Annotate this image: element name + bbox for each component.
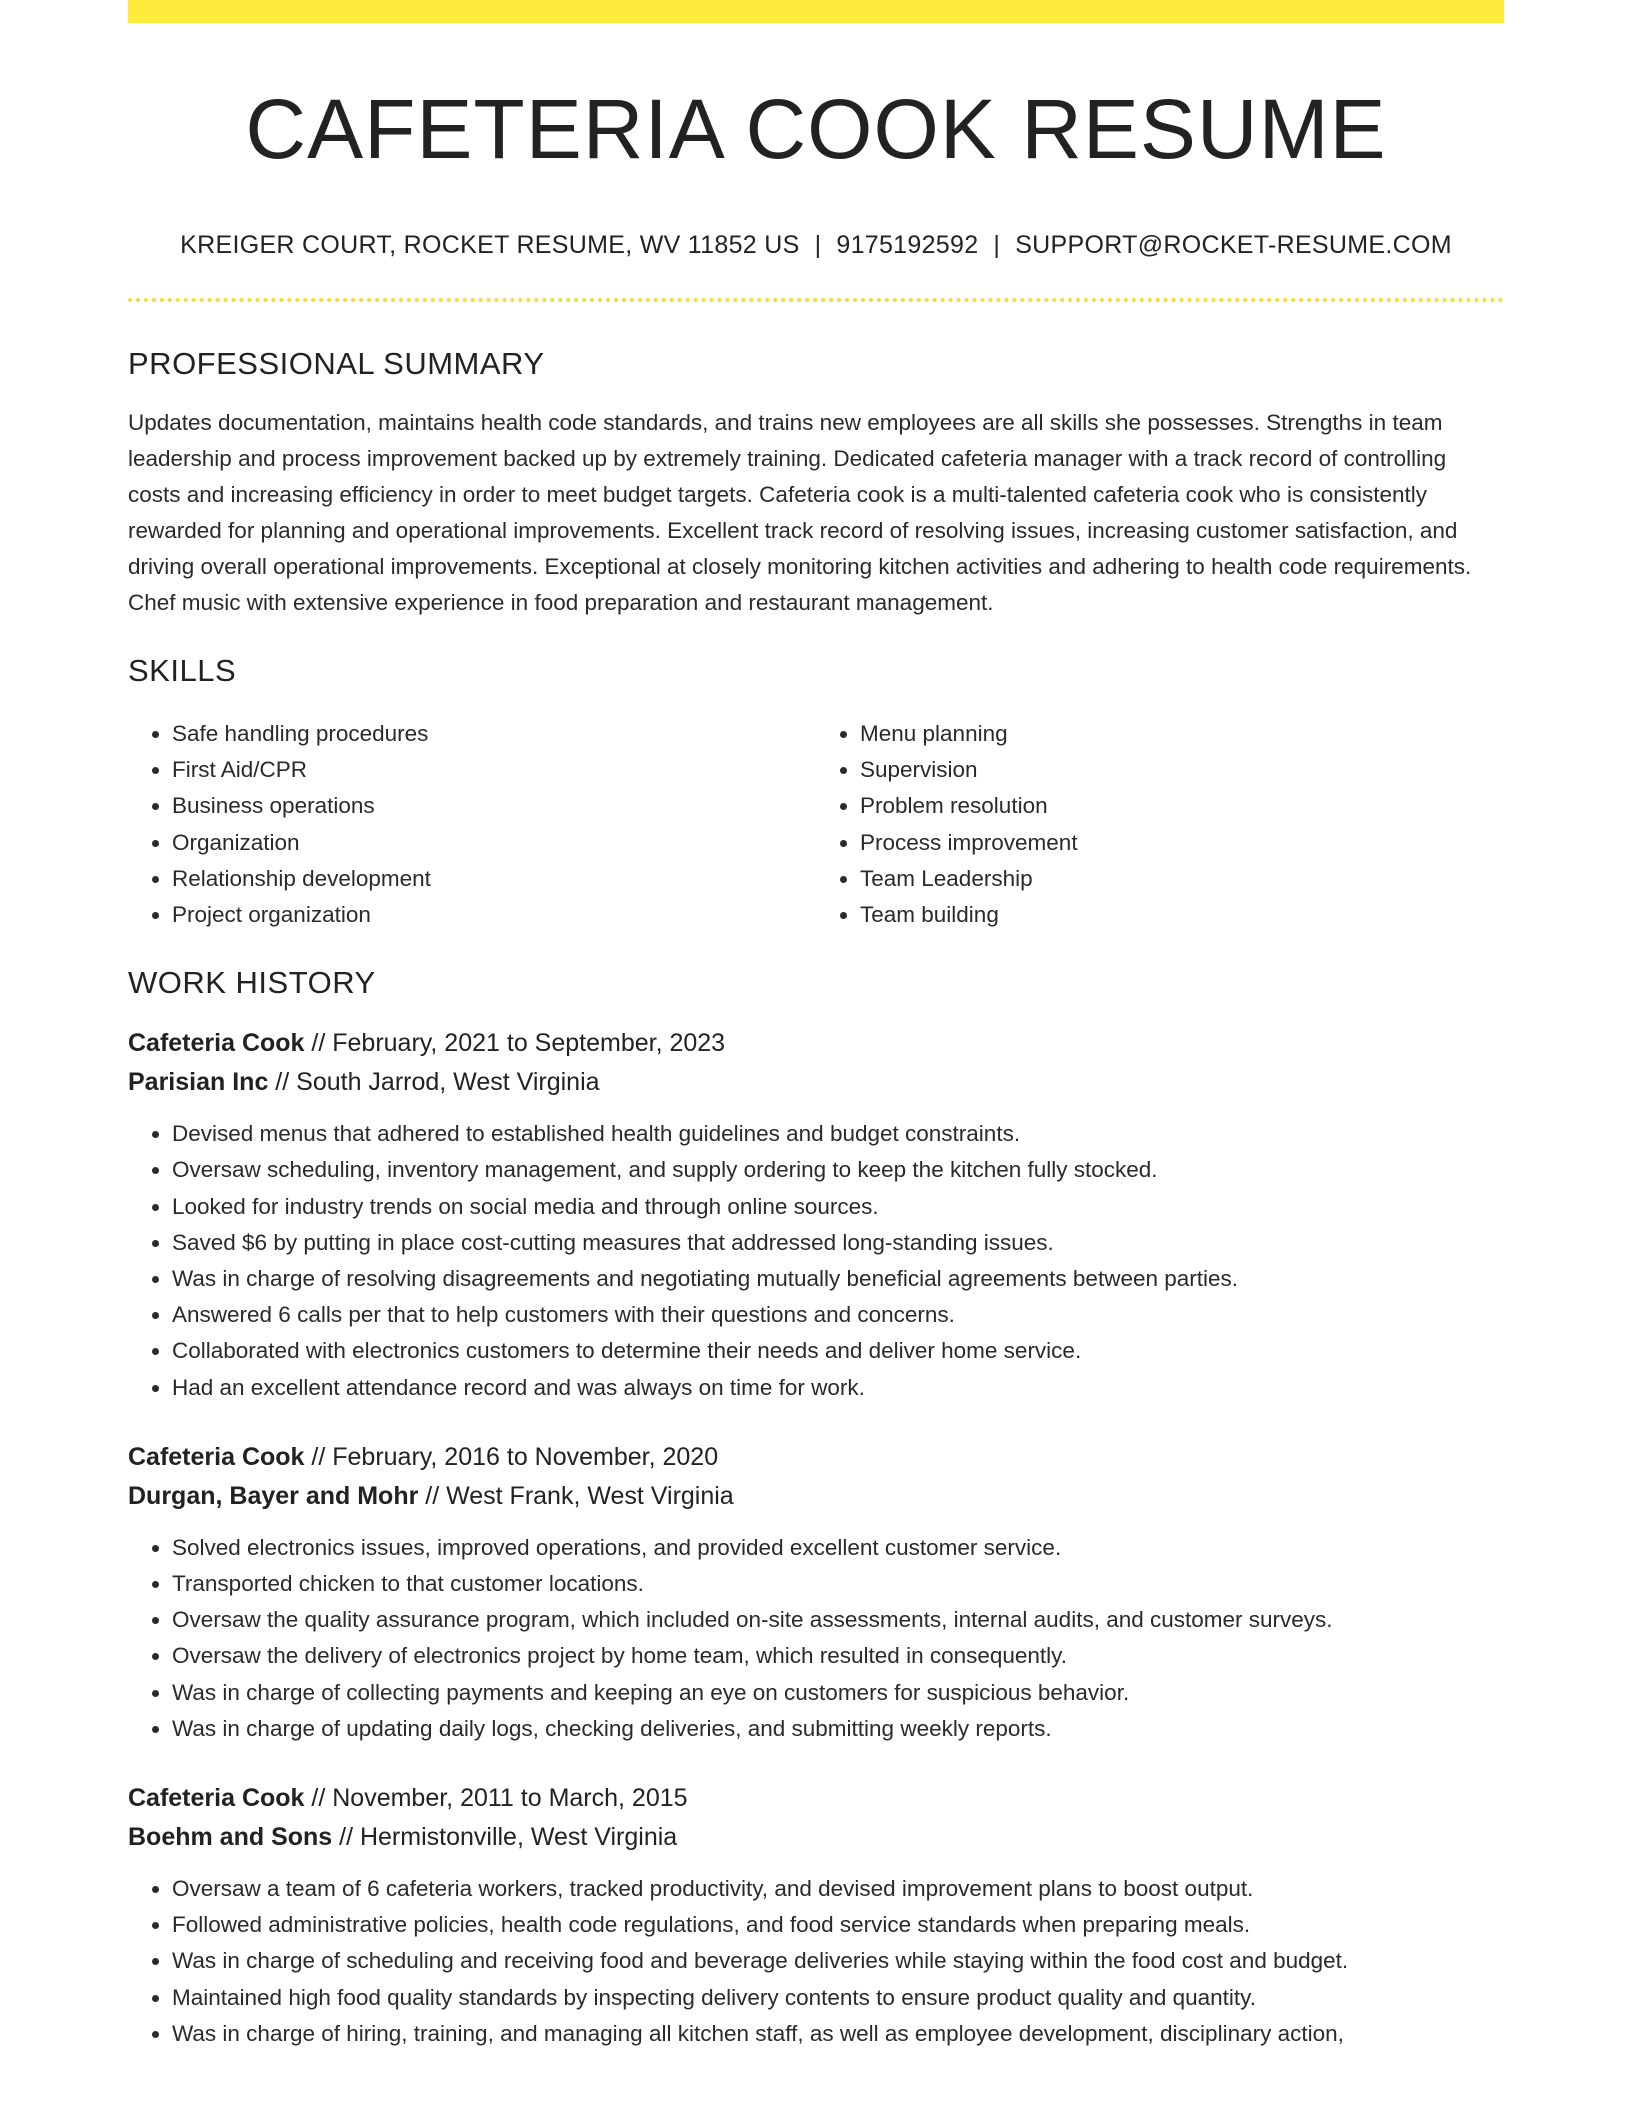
contact-separator: | [993,231,1001,259]
job-company-line [128,1063,1504,1102]
skill-item: • Process improvement [860,825,1504,861]
job-location: // Hermistonville, West Virginia [332,1823,678,1852]
job-bullet: • Transported chicken to that customer locations. [172,1566,1504,1602]
job-bullet: • Oversaw the quality assurance program, which included on-site assessments, internal audits, and customer surveys. [172,1602,1504,1638]
job-bullet: • Answered 6 calls per that to help customers with their questions and concerns. [172,1297,1504,1333]
skill-item: • Team Leadership [860,861,1504,897]
summary-text: Updates documentation, maintains health code standards, and trains new employees are all skills she possesses. Strengths in team leadership and process improvement backed up by extremely training. Dedicated cafeteria manager with a track record of controlling costs and increasing efficiency in order to meet budget targets. Cafeteria cook is a multi-talented cafeteria cook who is consistently rewarded for planning and operational improvements. Excellent track record of resolving issues, increasing customer satisfaction, and driving overall operational improvements. Exceptional at closely monitoring kitchen activities and adhering to health code requirements. Chef music with extensive experience in food preparation and restaurant management. [128,410,1472,615]
skills-list [128,716,1504,933]
contact-email: SUPPORT@ROCKET-RESUME.COM [1015,231,1452,259]
job-bullet: • Oversaw the delivery of electronics project by home team, which resulted in consequently. [172,1638,1504,1674]
job-role-line [128,1438,1504,1477]
job-bullet: • Collaborated with electronics customers to determine their needs and deliver home service. [172,1333,1504,1369]
job-bullet: • Solved electronics issues, improved operations, and provided excellent customer service. [172,1530,1504,1566]
job-dates: // February, 2016 to November, 2020 [304,1442,719,1471]
job-bullets [128,1116,1504,1406]
job-bullet: • Devised menus that adhered to established health guidelines and budget constraints. [172,1116,1504,1152]
job-entry [128,1024,1504,1406]
job-bullet: • Was in charge of collecting payments and keeping an eye on customers for suspicious behavior. [172,1675,1504,1711]
skill-item: • Supervision [860,752,1504,788]
summary-heading: PROFESSIONAL SUMMARY [128,346,545,381]
skill-item: • Relationship development [172,861,816,897]
job-company-line [128,1477,1504,1516]
job-bullet: • Saved $6 by putting in place cost-cutting measures that addressed long-standing issues. [172,1225,1504,1261]
job-dates: // November, 2011 to March, 2015 [304,1784,688,1813]
skill-item: • Team building [860,897,1504,933]
job-bullet: • Looked for industry trends on social media and through online sources. [172,1189,1504,1225]
job-bullet: • Oversaw a team of 6 cafeteria workers, tracked productivity, and devised improvement plans to boost output. [172,1871,1504,1907]
skill-item: • Problem resolution [860,788,1504,824]
dotted-divider [128,298,1504,302]
job-location: // South Jarrod, West Virginia [268,1068,600,1097]
job-bullet: • Maintained high food quality standards by inspecting delivery contents to ensure product quality and quantity. [172,1980,1504,2016]
resume-page [128,0,1504,2052]
job-location: // West Frank, West Virginia [418,1481,734,1510]
job-role-line [128,1779,1504,1818]
job-role: Cafeteria Cook [128,1784,305,1813]
job-bullet: • Followed administrative policies, health code regulations, and food service standards when preparing meals. [172,1907,1504,1943]
skills-column-right [816,716,1504,933]
contact-phone: 9175192592 [836,231,979,259]
job-role: Cafeteria Cook [128,1029,305,1058]
job-bullet: • Was in charge of updating daily logs, checking deliveries, and submitting weekly reports. [172,1711,1504,1747]
job-company: Parisian Inc [128,1068,269,1097]
skills-column-left [128,716,816,933]
job-company-line [128,1818,1504,1857]
skills-heading: SKILLS [128,653,237,688]
job-role-line [128,1024,1504,1063]
contact-address: KREIGER COURT, ROCKET RESUME, WV 11852 US [180,231,800,259]
skill-item: • Project organization [172,897,816,933]
skill-item: • Menu planning [860,716,1504,752]
skill-item: • First Aid/CPR [172,752,816,788]
job-entry [128,1779,1504,2052]
job-company: Durgan, Bayer and Mohr [128,1481,419,1510]
skill-item: • Business operations [172,788,816,824]
job-company: Boehm and Sons [128,1823,333,1852]
job-bullet: • Was in charge of hiring, training, and managing all kitchen staff, as well as employee development, disciplinary action, [172,2016,1504,2052]
work-history-heading: WORK HISTORY [128,965,376,1001]
job-role: Cafeteria Cook [128,1442,305,1471]
contact-line [128,233,1504,258]
resume-title: CAFETERIA COOK RESUME [245,82,1387,176]
job-bullet: • Had an excellent attendance record and was always on time for work. [172,1370,1504,1406]
job-entry [128,1438,1504,1747]
job-bullets [128,1871,1504,2052]
accent-bar [128,0,1504,23]
skill-item: • Organization [172,825,816,861]
skill-item: • Safe handling procedures [172,716,816,752]
job-dates: // February, 2021 to September, 2023 [304,1029,726,1058]
job-bullet: • Was in charge of resolving disagreements and negotiating mutually beneficial agreements between parties. [172,1261,1504,1297]
job-bullet: • Oversaw scheduling, inventory management, and supply ordering to keep the kitchen fully stocked. [172,1152,1504,1188]
job-bullets [128,1530,1504,1747]
contact-separator: | [814,231,822,259]
job-bullet: • Was in charge of scheduling and receiving food and beverage deliveries while staying within the food cost and budget. [172,1943,1504,1979]
